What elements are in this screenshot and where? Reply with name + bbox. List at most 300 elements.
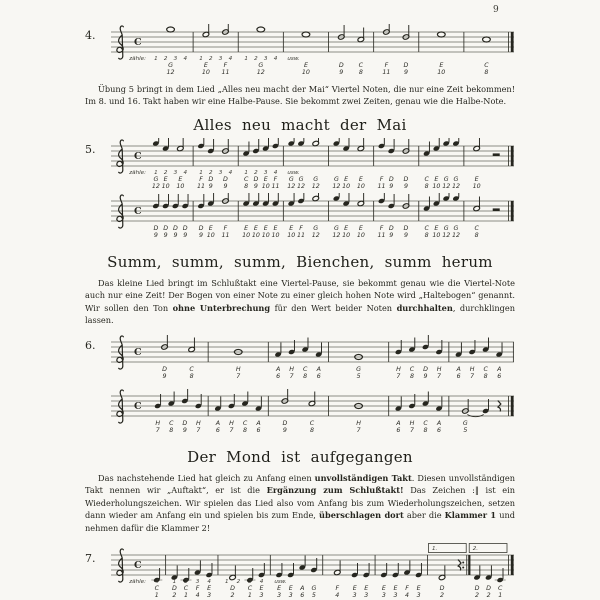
note-A (274, 342, 281, 357)
svg-text:8: 8 (309, 426, 314, 434)
staff-exercise-4 (108, 24, 515, 77)
svg-text:C: C (189, 365, 194, 373)
svg-text:F: F (379, 175, 384, 183)
svg-text:5: 5 (356, 372, 361, 380)
svg-text:A: A (436, 419, 442, 427)
svg-text:G: G (288, 175, 294, 183)
svg-text:3: 3 (263, 169, 268, 176)
svg-text:4: 4 (405, 592, 410, 600)
svg-text:7: 7 (470, 372, 475, 380)
svg-text:11: 11 (377, 231, 386, 239)
note-G (288, 138, 295, 147)
svg-text:8: 8 (303, 372, 308, 380)
svg-text:1: 1 (224, 579, 229, 586)
svg-text:8: 8 (244, 182, 249, 190)
svg-text:11: 11 (297, 231, 306, 239)
svg-text:E: E (178, 175, 183, 183)
note-D (485, 566, 492, 581)
svg-text:9: 9 (423, 372, 428, 380)
note-E (252, 193, 259, 207)
note-C (423, 141, 430, 156)
exercise-4-system (85, 24, 515, 77)
svg-text:3: 3 (173, 56, 178, 62)
time-signature: C (134, 560, 142, 572)
svg-text:D: D (474, 585, 480, 593)
svg-text:G: G (462, 419, 468, 427)
note-C (408, 337, 415, 352)
svg-text:C: C (358, 62, 364, 69)
treble-clef-icon (117, 26, 124, 59)
svg-text:G: G (443, 224, 449, 232)
paragraph-auftakt: Das nachstehende Lied hat gleich zu Anfang einen unvollständigen Takt. Diesen unvollständigen Takt nennen wir „Auftakt“, er ist die Ergänzung zum Schlußtakt! Das Zeichen :‖ ist ein Wiederholungszeichen. Wir spielen das Lied also vom Anfang bis zum Wiederholungszeichen, setzen dann wieder am Anfang ein und spielen bis zum Ende, überschlagen dort aber die Klammer 1 und nehmen dafür die Klammer 2! (85, 472, 515, 533)
svg-text:10: 10 (201, 69, 210, 76)
note-G (152, 138, 159, 147)
svg-text:10: 10 (242, 231, 251, 239)
treble-clef-icon (117, 549, 124, 582)
svg-text:zähle:: zähle: (129, 579, 146, 586)
svg-text:2: 2 (209, 56, 213, 62)
svg-text:12: 12 (151, 182, 160, 190)
svg-text:4: 4 (335, 592, 340, 600)
note-D (338, 25, 345, 40)
svg-text:6: 6 (396, 426, 401, 434)
svg-text:3: 3 (393, 592, 398, 600)
svg-text:F: F (405, 585, 409, 593)
svg-text:A: A (316, 365, 321, 373)
note-C (188, 337, 195, 352)
exercise-6-system-1 (85, 334, 515, 381)
svg-text:12: 12 (311, 231, 320, 239)
note-A (315, 342, 322, 357)
svg-text:H: H (235, 365, 241, 373)
svg-text:7: 7 (356, 426, 361, 434)
svg-text:D: D (338, 62, 344, 69)
note-E (357, 193, 364, 207)
svg-text:3: 3 (381, 592, 386, 600)
note-E (343, 138, 350, 152)
svg-text:8: 8 (409, 372, 414, 380)
svg-text:G: G (258, 62, 264, 69)
svg-text:F: F (299, 224, 303, 232)
svg-text:C: C (243, 175, 249, 183)
note-D (281, 389, 288, 404)
note-G (443, 193, 450, 202)
svg-text:3: 3 (277, 592, 282, 600)
svg-text:A: A (275, 365, 281, 373)
svg-text:3: 3 (218, 169, 223, 176)
svg-text:E: E (303, 62, 308, 69)
staff-exercise-6-line-2 (108, 388, 515, 435)
exercise-6-number: 6. (85, 338, 96, 352)
svg-text:F: F (384, 62, 389, 69)
svg-text:G: G (313, 224, 319, 232)
svg-text:3: 3 (195, 579, 200, 586)
svg-text:12: 12 (287, 182, 296, 190)
treble-clef-icon (117, 140, 124, 173)
svg-text:D: D (198, 224, 204, 232)
svg-text:D: D (403, 224, 409, 232)
treble-clef-icon (117, 336, 124, 369)
staff-exercise-5-line-1 (108, 138, 515, 191)
note-G (452, 193, 459, 202)
svg-text:8: 8 (424, 231, 429, 239)
svg-text:G: G (333, 224, 339, 232)
svg-text:D: D (439, 585, 445, 593)
note-D (222, 139, 229, 154)
svg-text:E: E (393, 585, 398, 593)
note-E (177, 138, 184, 152)
svg-text:G: G (313, 175, 319, 183)
svg-text:F: F (199, 175, 203, 183)
svg-text:7: 7 (229, 426, 234, 434)
svg-text:D: D (182, 224, 188, 232)
note-D (388, 194, 395, 209)
svg-text:9: 9 (223, 182, 228, 190)
note-G (333, 193, 340, 202)
svg-text:10: 10 (176, 182, 185, 190)
note-D (473, 566, 480, 581)
svg-text:3: 3 (288, 592, 293, 600)
svg-text:D: D (153, 224, 159, 232)
svg-text:12: 12 (297, 182, 306, 190)
svg-text:F: F (335, 585, 340, 593)
svg-text:10: 10 (342, 182, 351, 190)
note-E (437, 32, 445, 37)
svg-text:1: 1 (199, 56, 203, 62)
exercise-5-number: 5. (85, 142, 96, 156)
note-D (229, 566, 236, 581)
svg-text:A: A (215, 419, 221, 427)
note-D (402, 25, 409, 40)
svg-text:2: 2 (172, 592, 177, 600)
svg-text:2: 2 (163, 169, 168, 176)
note-E (343, 193, 350, 207)
note-D (388, 139, 395, 154)
note-C (302, 337, 309, 352)
note-D (252, 139, 259, 154)
svg-text:2: 2 (163, 56, 168, 62)
svg-text:E: E (289, 224, 294, 232)
half-rest (493, 208, 500, 211)
song-title-der-mond: Der Mond ist aufgegangen (187, 447, 413, 466)
svg-text:2: 2 (236, 579, 241, 586)
staff-exercise-7 (108, 541, 515, 600)
svg-text:A: A (256, 419, 261, 427)
svg-text:9: 9 (163, 231, 168, 239)
exercise-7-number: 7. (85, 552, 96, 566)
svg-text:E: E (288, 585, 293, 593)
svg-text:E: E (352, 585, 357, 593)
svg-text:3: 3 (259, 592, 264, 600)
svg-text:2: 2 (475, 592, 480, 600)
note-D (438, 566, 445, 581)
note-G (333, 138, 340, 147)
svg-text:G: G (356, 365, 362, 373)
svg-text:E: E (344, 175, 349, 183)
svg-text:11: 11 (197, 182, 206, 190)
svg-text:10: 10 (161, 182, 170, 190)
svg-text:6: 6 (497, 372, 502, 380)
note-C (168, 391, 175, 406)
svg-text:6: 6 (256, 426, 261, 434)
note-G (257, 27, 265, 32)
svg-text:usw.: usw. (274, 579, 287, 586)
svg-text:E: E (434, 175, 439, 183)
svg-text:C: C (169, 419, 174, 427)
svg-text:2: 2 (486, 592, 491, 600)
exercise-5-system-2 (85, 193, 515, 240)
note-D (161, 335, 168, 350)
svg-text:G: G (443, 175, 449, 183)
note-D (402, 194, 409, 209)
svg-text:D: D (230, 585, 235, 593)
svg-text:D: D (282, 419, 288, 427)
svg-text:7: 7 (155, 426, 160, 434)
svg-text:6: 6 (437, 426, 442, 434)
svg-text:11: 11 (221, 231, 230, 239)
svg-text:E: E (416, 585, 421, 593)
time-signature: C (134, 37, 142, 49)
note-C (423, 196, 430, 211)
svg-text:3: 3 (248, 579, 252, 586)
svg-text:8: 8 (483, 372, 488, 380)
svg-text:E: E (203, 62, 208, 69)
svg-text:8: 8 (189, 372, 194, 380)
svg-text:G: G (453, 175, 459, 183)
svg-text:E: E (163, 175, 168, 183)
svg-text:7: 7 (236, 372, 241, 380)
note-F (383, 24, 390, 35)
note-F (197, 138, 204, 149)
svg-text:9: 9 (253, 182, 258, 190)
svg-text:E: E (253, 224, 258, 232)
svg-text:2: 2 (230, 592, 235, 600)
svg-text:D: D (403, 62, 409, 69)
svg-text:usw.: usw. (287, 56, 300, 62)
note-E (288, 193, 295, 207)
page-number: 9 (493, 5, 499, 15)
svg-text:9: 9 (403, 231, 408, 239)
exercise-6-system-2 (85, 388, 515, 435)
note-F (403, 561, 410, 576)
svg-text:C: C (154, 585, 159, 593)
svg-text:10: 10 (261, 231, 270, 239)
svg-text:3: 3 (207, 592, 212, 600)
svg-text:E: E (381, 585, 386, 593)
note-E (262, 138, 269, 152)
svg-text:9: 9 (389, 231, 394, 239)
svg-text:usw.: usw. (287, 169, 300, 176)
note-A (299, 556, 306, 571)
treble-clef-icon (117, 195, 124, 228)
song-title-alles-neu: Alles neu macht der Mai (193, 115, 407, 134)
svg-text:1: 1 (154, 169, 158, 176)
svg-text:7: 7 (409, 426, 414, 434)
note-E (262, 193, 269, 207)
svg-text:E: E (439, 62, 444, 69)
note-E (272, 193, 279, 207)
svg-text:D: D (423, 365, 428, 373)
svg-text:E: E (474, 175, 479, 183)
staff-exercise-6-line-1 (108, 334, 515, 381)
svg-text:12: 12 (332, 231, 341, 239)
svg-text:1: 1 (199, 169, 203, 176)
svg-text:E: E (344, 224, 349, 232)
svg-text:12: 12 (442, 231, 451, 239)
svg-text:D: D (163, 224, 169, 232)
time-signature: C (134, 206, 142, 218)
svg-text:10: 10 (251, 231, 260, 239)
svg-text:6: 6 (215, 426, 220, 434)
exercise-7-system (85, 541, 515, 600)
svg-text:2: 2 (209, 169, 213, 176)
svg-text:10: 10 (301, 69, 310, 76)
note-D (197, 194, 204, 209)
svg-text:2.: 2. (472, 546, 479, 553)
svg-text:C: C (302, 365, 308, 373)
svg-text:1: 1 (183, 592, 188, 600)
svg-text:1: 1 (498, 592, 503, 600)
svg-text:4: 4 (155, 579, 159, 586)
svg-text:10: 10 (206, 231, 215, 239)
svg-text:H: H (409, 419, 415, 427)
svg-text:F: F (379, 224, 384, 232)
svg-text:8: 8 (358, 69, 363, 76)
note-G (452, 138, 459, 147)
svg-text:5: 5 (311, 592, 316, 600)
note-A (435, 396, 442, 411)
note-F (378, 138, 385, 149)
note-D (422, 335, 429, 350)
svg-text:6: 6 (300, 592, 305, 600)
svg-text:11: 11 (382, 69, 391, 76)
note-C (473, 196, 480, 211)
svg-text:F: F (273, 175, 278, 183)
svg-text:C: C (183, 585, 189, 593)
note-E (302, 32, 310, 37)
note-D (162, 194, 169, 209)
svg-text:D: D (486, 585, 492, 593)
svg-text:12: 12 (166, 69, 175, 76)
svg-text:D: D (403, 175, 409, 183)
note-F (272, 138, 279, 149)
svg-text:4: 4 (207, 579, 211, 586)
svg-text:A: A (456, 365, 461, 373)
note-E (473, 138, 480, 152)
exercise-6-continuation (85, 388, 108, 393)
svg-text:12: 12 (451, 231, 460, 239)
note-E (243, 193, 250, 207)
svg-text:10: 10 (356, 231, 365, 239)
note-E (207, 193, 214, 207)
svg-text:10: 10 (342, 231, 351, 239)
note-G (167, 27, 175, 32)
svg-text:9: 9 (282, 426, 287, 434)
svg-text:A: A (300, 585, 305, 593)
svg-text:6: 6 (456, 372, 461, 380)
svg-text:H: H (469, 365, 475, 373)
svg-text:10: 10 (437, 69, 446, 76)
svg-text:E: E (277, 585, 282, 593)
note-C (422, 391, 429, 406)
note-A (496, 342, 503, 357)
svg-text:5: 5 (463, 426, 468, 434)
svg-text:9: 9 (403, 69, 408, 76)
svg-text:E: E (434, 224, 439, 232)
note-E (162, 138, 169, 152)
note-E (433, 138, 440, 152)
note-G (443, 138, 450, 147)
svg-text:C: C (409, 365, 415, 373)
note-D (172, 194, 179, 209)
svg-text:H: H (356, 419, 361, 427)
svg-text:C: C (498, 585, 503, 593)
svg-text:1: 1 (244, 56, 248, 62)
svg-text:G: G (453, 224, 459, 232)
svg-text:4: 4 (273, 56, 278, 62)
staff-exercise-5-line-2 (108, 193, 515, 240)
svg-text:10: 10 (271, 231, 280, 239)
svg-text:10: 10 (432, 182, 441, 190)
note-F (222, 24, 229, 35)
svg-text:zähle:: zähle: (129, 169, 146, 176)
svg-text:C: C (484, 62, 489, 69)
svg-text:3: 3 (364, 592, 369, 600)
svg-text:A: A (396, 419, 401, 427)
exercise-5-system-1 (85, 138, 515, 191)
svg-text:10: 10 (472, 182, 481, 190)
svg-text:3: 3 (173, 169, 178, 176)
svg-text:4: 4 (228, 169, 233, 176)
svg-text:7: 7 (196, 426, 201, 434)
note-C (308, 391, 315, 406)
svg-text:10: 10 (261, 182, 270, 190)
svg-text:D: D (388, 224, 394, 232)
note-F (334, 561, 341, 576)
svg-text:4: 4 (273, 169, 278, 176)
svg-text:D: D (162, 365, 167, 373)
note-F (297, 193, 304, 204)
svg-text:8: 8 (423, 426, 428, 434)
note-D (152, 194, 159, 209)
svg-text:4: 4 (183, 169, 188, 176)
svg-text:H: H (229, 419, 234, 427)
svg-text:3: 3 (416, 592, 421, 600)
svg-text:3: 3 (352, 592, 357, 600)
svg-text:C: C (309, 419, 315, 427)
time-signature: C (134, 151, 142, 163)
svg-text:E: E (207, 585, 212, 593)
svg-text:H: H (289, 365, 295, 373)
svg-text:8: 8 (484, 69, 489, 76)
svg-text:9: 9 (339, 69, 344, 76)
svg-text:C: C (247, 585, 253, 593)
svg-text:D: D (173, 224, 178, 232)
svg-text:E: E (263, 224, 268, 232)
svg-text:E: E (358, 224, 363, 232)
note-C (483, 37, 491, 42)
note-E (357, 138, 364, 152)
note-D (402, 139, 409, 154)
svg-text:1: 1 (247, 592, 252, 600)
note-C (243, 141, 250, 156)
svg-text:10: 10 (287, 231, 296, 239)
svg-text:12: 12 (311, 182, 320, 190)
svg-text:10: 10 (432, 231, 441, 239)
svg-text:D: D (223, 175, 228, 183)
svg-text:G: G (311, 585, 317, 593)
note-A (455, 342, 462, 357)
